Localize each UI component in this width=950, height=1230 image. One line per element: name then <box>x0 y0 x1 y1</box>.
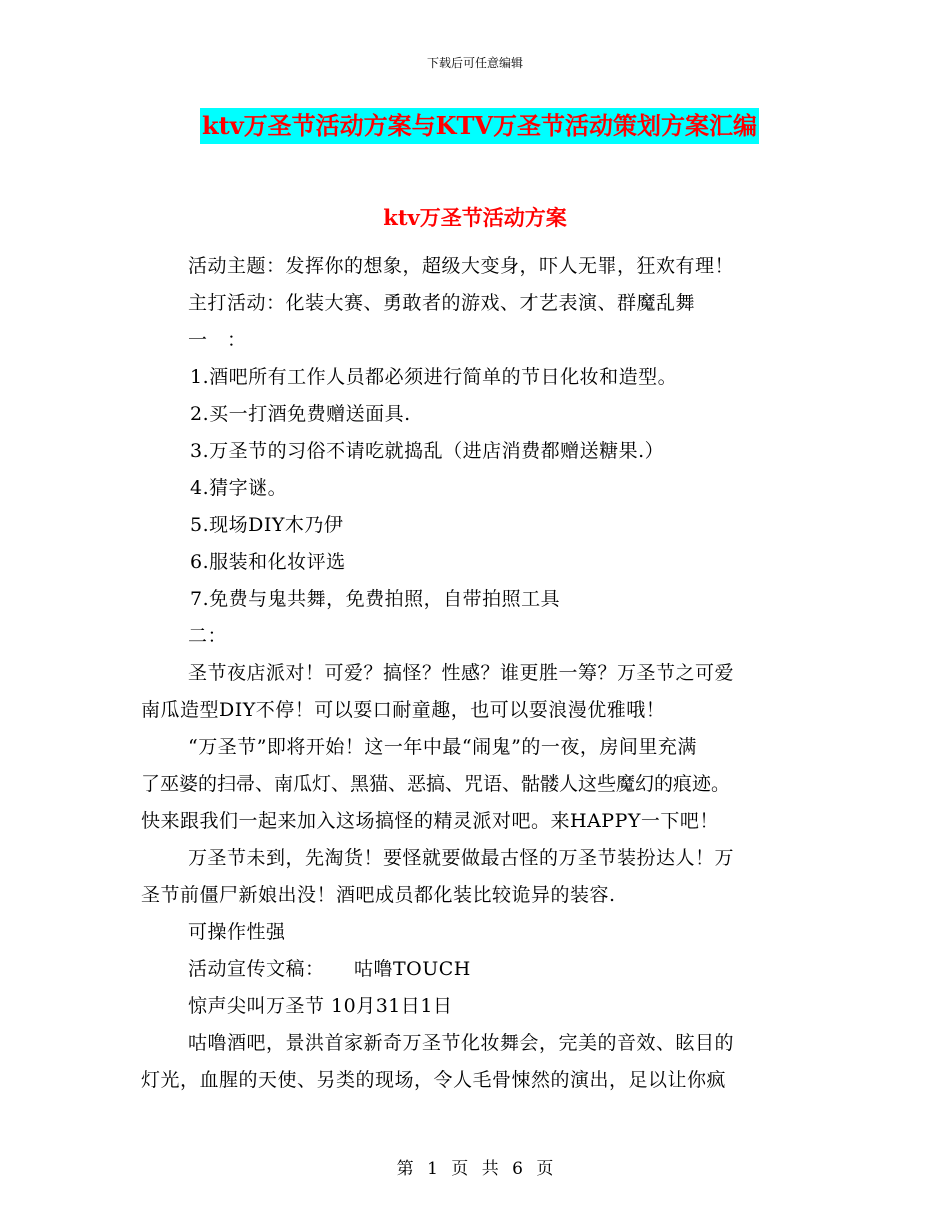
list-item: 3.万圣节的习俗不请吃就捣乱（进店消费都赠送糖果.） <box>190 440 665 462</box>
paragraph-line: 咕噜酒吧，景洪首家新奇万圣节化妆舞会，完美的音效、眩目的 <box>188 1032 735 1054</box>
paragraph-line: 圣节前僵尸新娘出没！酒吧成员都化装比较诡异的装容. <box>141 884 616 906</box>
paragraph-line: 可操作性强 <box>188 921 286 943</box>
paragraph-line: 活动宣传文稿： 咕噜TOUCH <box>188 958 471 980</box>
body-line-main-activities: 主打活动：化装大赛、勇敢者的游戏、才艺表演、群魔乱舞 <box>188 292 696 314</box>
footer-prefix: 第 <box>396 1159 414 1179</box>
paragraph-line: 了巫婆的扫帚、南瓜灯、黑猫、恶搞、咒语、骷髅人这些魔幻的痕迹。 <box>141 773 731 795</box>
list-item: 6.服装和化妆评选 <box>190 551 346 573</box>
list-item: 7.免费与鬼共舞，免费拍照，自带拍照工具 <box>190 588 561 610</box>
body-line-theme: 活动主题：发挥你的想象，超级大变身，吓人无罪，狂欢有理！ <box>188 255 735 277</box>
body-line-part-one-heading: 一 ： <box>188 329 247 351</box>
paragraph-line: “万圣节”即将开始！这一年中最“闹鬼”的一夜，房间里充满 <box>188 736 697 758</box>
paragraph-line: 圣节夜店派对！可爱？搞怪？性感？谁更胜一筹？万圣节之可爱 <box>188 662 735 684</box>
list-item: 4.猜字谜。 <box>190 477 288 499</box>
footer-page-word: 页 <box>451 1159 469 1179</box>
list-item: 5.现场DIY木乃伊 <box>190 514 344 536</box>
list-item: 1.酒吧所有工作人员都必须进行简单的节日化妆和造型。 <box>190 366 678 388</box>
page-footer <box>0 1154 950 1179</box>
footer-total-word: 共 <box>481 1159 499 1179</box>
header-note: 下载后可任意编辑 <box>426 56 523 70</box>
paragraph-line: 惊声尖叫万圣节 10月31日1日 <box>188 995 453 1017</box>
paragraph-line: 南瓜造型DIY不停！可以耍口耐童趣，也可以耍浪漫优雅哦！ <box>141 699 666 721</box>
document-title: ktv万圣节活动方案与KTV万圣节活动策划方案汇编 <box>200 108 759 144</box>
footer-current-page: 1 <box>427 1159 438 1179</box>
paragraph-line: 灯光，血腥的天使、另类的现场，令人毛骨悚然的演出，足以让你疯 <box>141 1069 727 1091</box>
paragraph-line: 万圣节未到，先淘货！要怪就要做最古怪的万圣节装扮达人！万 <box>188 847 735 869</box>
body-line-part-two-heading: 二： <box>188 625 228 647</box>
section-title: ktv万圣节活动方案 <box>383 205 567 230</box>
footer-total-pages: 6 <box>512 1159 523 1179</box>
paragraph-line: 快来跟我们一起来加入这场搞怪的精灵派对吧。来HAPPY一下吧！ <box>141 810 719 832</box>
footer-suffix: 页 <box>536 1159 554 1179</box>
list-item: 2.买一打酒免费赠送面具. <box>190 403 411 425</box>
